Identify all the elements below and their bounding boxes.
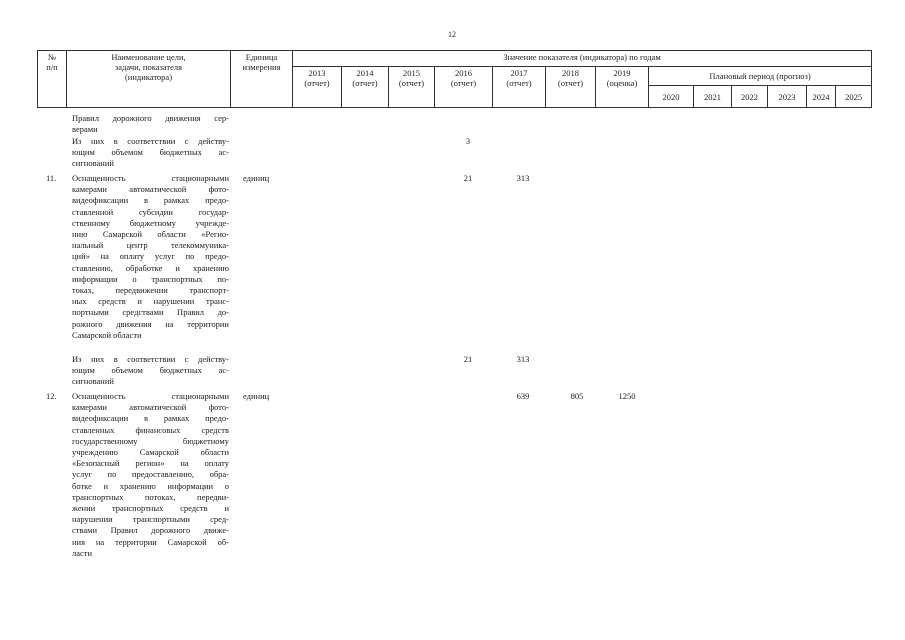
value-cell: 21 bbox=[463, 173, 473, 183]
value-cell: 639 bbox=[516, 391, 530, 401]
value-cell: 1250 bbox=[618, 391, 636, 401]
row-number: 11. bbox=[46, 173, 57, 183]
value-cell: 313 bbox=[516, 354, 530, 364]
row-description: Правил дорожного движения сер- верами bbox=[72, 113, 229, 135]
row-description: Оснащенность стационарными камерами автоматической фото- видеофиксации в рамках предо- ставленной субсидии государ- ственному бюджетному учрежде- нию Самарской области «Регио- нальный центр телекоммуника- ций» на оплату услуг по предо- ставлению, обработке и хранению информации о транспортных по- токах, передвижении транспорт- ных средств и нарушении транс- портными средствами Правил до- рожного движения на территории Самарской области bbox=[72, 173, 229, 340]
header-year-2015: 2015 (отчет) bbox=[389, 67, 435, 108]
row-description: Оснащенность стационарными камерами автоматической фото- видеофиксации в рамках предо- ставленных финансовых средств государственному бюджетному учреждению Самарской области «Безопасный регион» на оплату услуг по предоставлению, обра- ботке и хранению информации о транспортных потоках, передви- жении транспортных средств и нарушении транспортными сред- ствами Правил дорожного движе- ния на территории Самарской об- ласти bbox=[72, 391, 229, 558]
page-number: 12 bbox=[448, 30, 456, 39]
value-cell: 3 bbox=[465, 136, 471, 146]
row-unit: единиц bbox=[243, 173, 270, 183]
header-values-title: Значение показателя (индикатора) по годам bbox=[293, 51, 872, 67]
header-plan-2023: 2023 bbox=[768, 86, 807, 108]
header-plan-2024: 2024 bbox=[807, 86, 836, 108]
header-plan-2020: 2020 bbox=[649, 86, 694, 108]
value-cell: 21 bbox=[463, 354, 473, 364]
header-year-2017: 2017 (отчет) bbox=[493, 67, 546, 108]
header-year-2014: 2014 (отчет) bbox=[342, 67, 389, 108]
header-name: Наименование цели, задачи, показателя (индикатора) bbox=[67, 51, 231, 108]
value-cell: 313 bbox=[516, 173, 530, 183]
header-year-2019: 2019 (оценка) bbox=[596, 67, 649, 108]
row-unit: единиц bbox=[243, 391, 270, 401]
header-plan-2021: 2021 bbox=[694, 86, 732, 108]
row-description: Из них в соответствии с действу- ющим объемом бюджетных ас- сигнований bbox=[72, 136, 229, 169]
header-plan-title: Плановый период (прогноз) bbox=[649, 67, 872, 86]
header-year-2013: 2013 (отчет) bbox=[293, 67, 342, 108]
header-year-2016: 2016 (отчет) bbox=[435, 67, 493, 108]
value-cell: 805 bbox=[570, 391, 584, 401]
header-plan-2022: 2022 bbox=[732, 86, 768, 108]
header-plan-2025: 2025 bbox=[836, 86, 872, 108]
header-year-2018: 2018 (отчет) bbox=[546, 67, 596, 108]
header-unit: Единица измерения bbox=[231, 51, 293, 108]
row-number: 12. bbox=[46, 391, 57, 401]
header-num: № п/п bbox=[38, 51, 67, 108]
row-description: Из них в соответствии с действу- ющим объемом бюджетных ас- сигнований bbox=[72, 354, 229, 387]
